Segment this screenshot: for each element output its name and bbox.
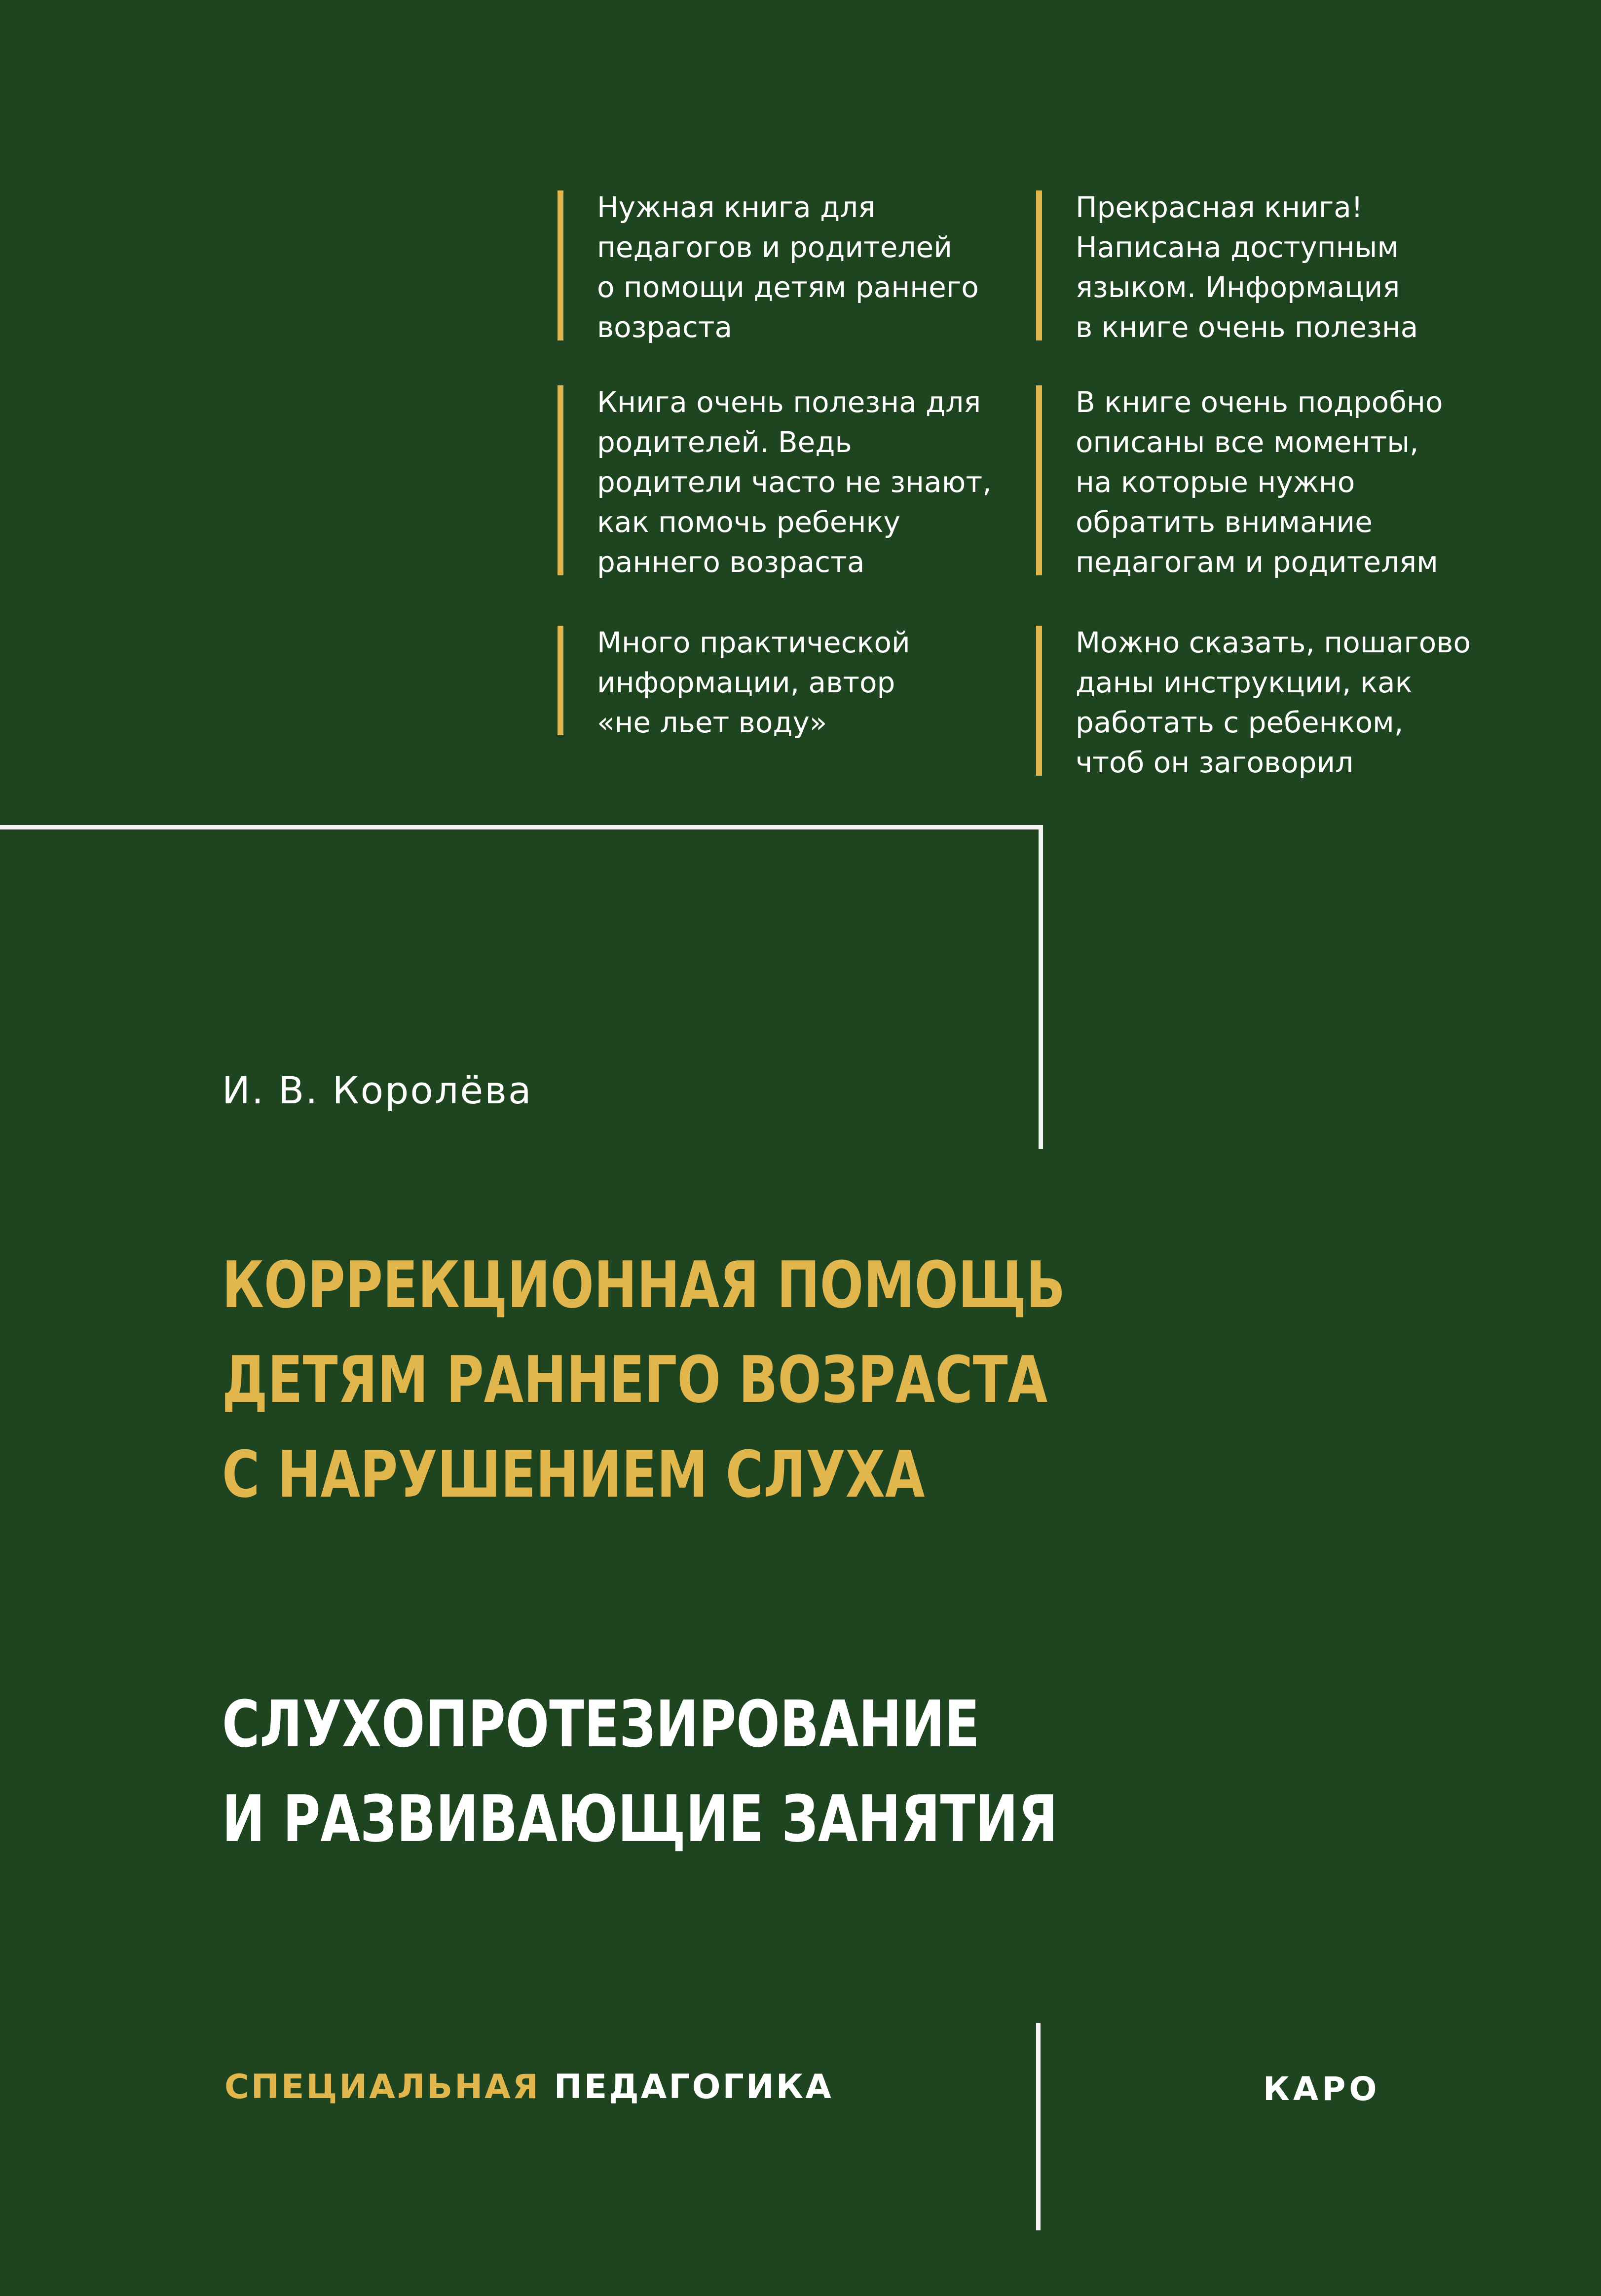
quote-bar bbox=[1036, 626, 1042, 776]
review-line: работать с ребенком, bbox=[1076, 706, 1404, 739]
review-line: в книге очень полезна bbox=[1076, 310, 1418, 344]
review-line: на которые нужно bbox=[1076, 465, 1355, 499]
review-line: Книга очень полезна для bbox=[597, 385, 981, 419]
title-line: КОРРЕКЦИОННАЯ ПОМОЩЬ bbox=[222, 1247, 1066, 1322]
quote-bar bbox=[558, 385, 563, 575]
review-line: обратить внимание bbox=[1076, 505, 1373, 539]
bottom-divider bbox=[1036, 2023, 1041, 2230]
review-line: даны инструкции, как bbox=[1076, 666, 1413, 699]
book-subtitle bbox=[222, 1677, 1058, 1866]
review-line: Много практической bbox=[597, 626, 910, 659]
review-text bbox=[597, 623, 910, 743]
review-line: педагогов и родителей bbox=[597, 230, 952, 264]
frame-line-horizontal bbox=[0, 825, 1043, 829]
quote-bar bbox=[558, 626, 563, 735]
review-text bbox=[1076, 382, 1443, 582]
review-line: педагогам и родителям bbox=[1076, 545, 1438, 579]
series-part-1: СПЕЦИАЛЬНАЯ bbox=[224, 2068, 541, 2107]
review-line: о помощи детям раннего bbox=[597, 270, 979, 304]
review-line: Можно сказать, пошагово bbox=[1076, 626, 1471, 659]
review-text bbox=[1076, 188, 1418, 347]
review-line: Написана доступным bbox=[1076, 230, 1399, 264]
review-text bbox=[597, 188, 979, 347]
review-line: «не льет воду» bbox=[597, 706, 827, 739]
review-text bbox=[597, 382, 992, 582]
review-line: информации, автор bbox=[597, 666, 895, 699]
title-line: ДЕТЯМ РАННЕГО ВОЗРАСТА bbox=[222, 1342, 1048, 1417]
review-line: В книге очень подробно bbox=[1076, 385, 1443, 419]
review-line: возраста bbox=[597, 310, 733, 344]
quote-bar bbox=[1036, 385, 1042, 575]
quote-bar bbox=[1036, 190, 1042, 340]
subtitle-line: СЛУХОПРОТЕЗИРОВАНИЕ bbox=[222, 1687, 980, 1762]
title-line: С НАРУШЕНИЕМ СЛУХА bbox=[222, 1437, 925, 1512]
book-title bbox=[222, 1238, 1065, 1522]
review-line: как помочь ребенку bbox=[597, 505, 900, 539]
frame-line-vertical bbox=[1039, 825, 1043, 1149]
series-part-2: ПЕДАГОГИКА bbox=[554, 2068, 833, 2107]
review-line: родители часто не знают, bbox=[597, 465, 992, 499]
subtitle-line: И РАЗВИВАЮЩИЕ ЗАНЯТИЯ bbox=[222, 1781, 1058, 1856]
author-name: И. В. Королёва bbox=[222, 1068, 533, 1112]
review-line: чтоб он заговорил bbox=[1076, 746, 1354, 779]
review-line: языком. Информация bbox=[1076, 270, 1400, 304]
series-name bbox=[224, 2068, 833, 2107]
review-text bbox=[1076, 623, 1471, 783]
review-line: родителей. Ведь bbox=[597, 425, 852, 459]
review-line: Прекрасная книга! bbox=[1076, 190, 1363, 224]
review-line: раннего возраста bbox=[597, 545, 865, 579]
publisher-logo: КАРО bbox=[1263, 2070, 1380, 2108]
quote-bar bbox=[558, 190, 563, 340]
review-line: Нужная книга для bbox=[597, 190, 876, 224]
review-line: описаны все моменты, bbox=[1076, 425, 1419, 459]
